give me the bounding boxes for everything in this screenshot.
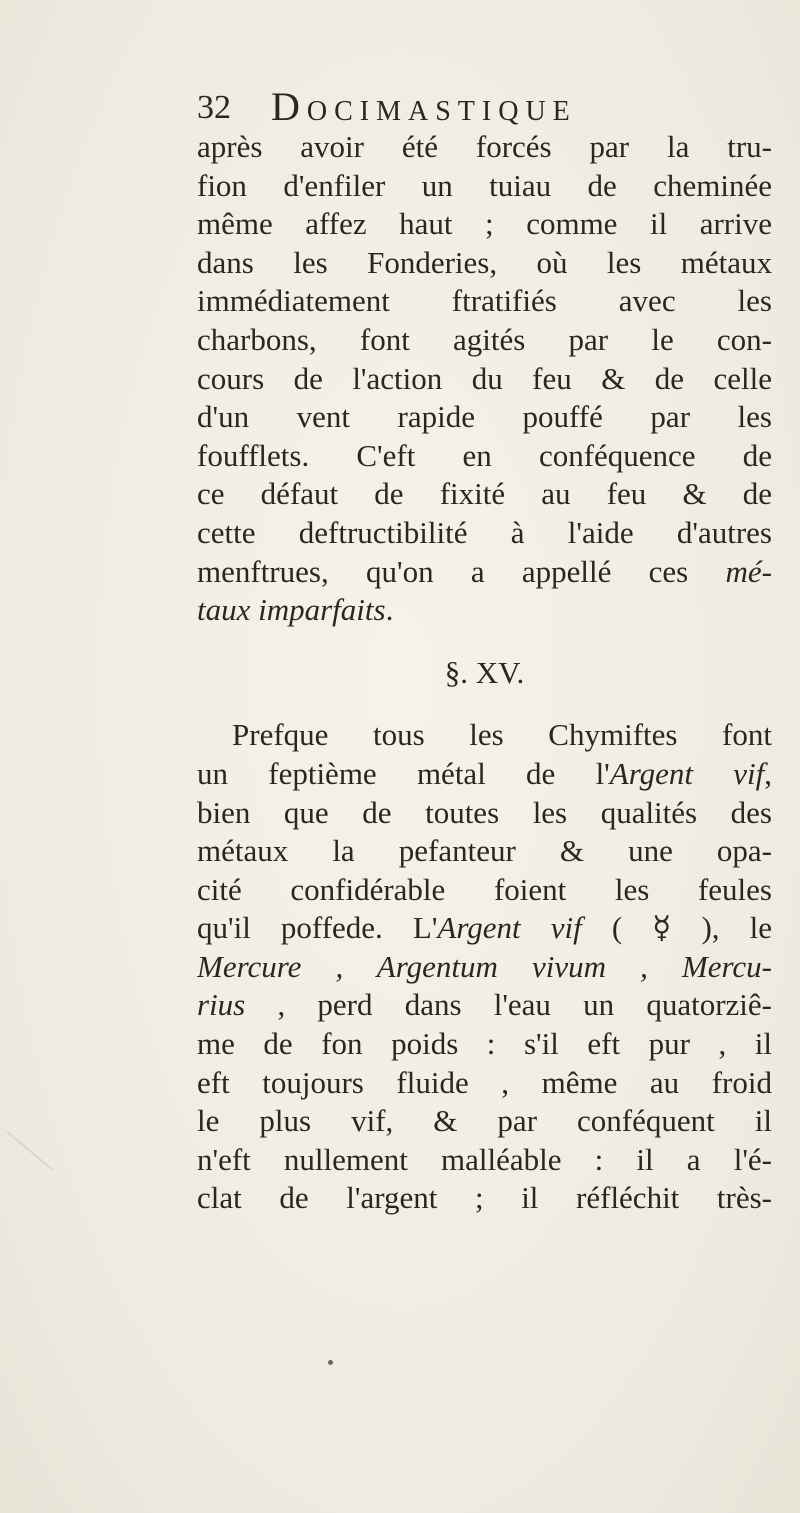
text-line: fion d'enfiler un tuiau de cheminée: [197, 167, 772, 203]
italic-run: Argent vif: [609, 755, 765, 791]
text-line: [197, 948, 772, 987]
text-line: [197, 986, 772, 1025]
text-line: n'eft nullement malléable : il a l'é-: [197, 1141, 772, 1177]
text-line: clat de l'argent ; il réfléchit très-: [197, 1180, 772, 1216]
text-line: cité confidérable foient les feules: [197, 871, 772, 907]
text-run: menftrues, qu'on a appellé ces: [197, 553, 726, 589]
ink-speck: [328, 1360, 333, 1365]
text-line: foufflets. C'eft en conféquence de: [197, 437, 772, 473]
text-run: .: [385, 592, 394, 628]
running-head: [197, 82, 777, 132]
text-line: immédiatement ftratifiés avec les: [197, 283, 772, 319]
italic-run: Argent vif: [437, 910, 582, 946]
italic-run: mé-: [725, 553, 772, 589]
text-line: charbons, font agités par le con-: [197, 321, 772, 357]
text-line: même affez haut ; comme il arrive: [197, 206, 772, 242]
paper-crease: [6, 1131, 53, 1171]
text-line: [197, 591, 772, 630]
text-line: cours de l'action du feu & de celle: [197, 360, 772, 396]
text-run: ,: [764, 755, 772, 791]
text-run: ( ☿ ), le: [581, 910, 772, 946]
italic-run: taux imparfaits: [197, 592, 386, 628]
italic-run: Mercure , Argentum vivum , Mercu-: [197, 948, 772, 984]
text-line: métaux la pefanteur & une opa-: [197, 833, 772, 869]
text-line: eft toujours fluide , même au froid: [197, 1064, 772, 1100]
text-run: un feptième métal de l': [197, 755, 610, 791]
text-line: le plus vif, & par conféquent il: [197, 1103, 772, 1139]
text-line: ce défaut de fixité au feu & de: [197, 476, 772, 512]
running-title: Docimastique: [271, 84, 577, 129]
text-line: bien que de toutes les qualités des: [197, 794, 772, 830]
text-line: me de fon poids : s'il eft pur , il: [197, 1026, 772, 1062]
section-heading: §. XV.: [444, 654, 525, 690]
text-run: qu'il poffede. L': [197, 910, 438, 946]
text-line: d'un vent rapide pouffé par les: [197, 399, 772, 435]
text-run: , perd dans l'eau un quatorziê-: [245, 987, 772, 1023]
italic-run: rius: [197, 987, 246, 1023]
text-line: cette deftructibilité à l'aide d'autres: [197, 514, 772, 550]
text-line: dans les Fonderies, où les métaux: [197, 244, 772, 280]
text-line: [197, 909, 772, 948]
text-line: [197, 553, 772, 592]
text-line: Prefque tous les Chymiftes font: [232, 717, 772, 753]
page-number: 32: [197, 89, 231, 126]
text-line: après avoir été forcés par la tru-: [197, 129, 772, 164]
body-text: [197, 128, 772, 1218]
text-line: [197, 755, 772, 794]
